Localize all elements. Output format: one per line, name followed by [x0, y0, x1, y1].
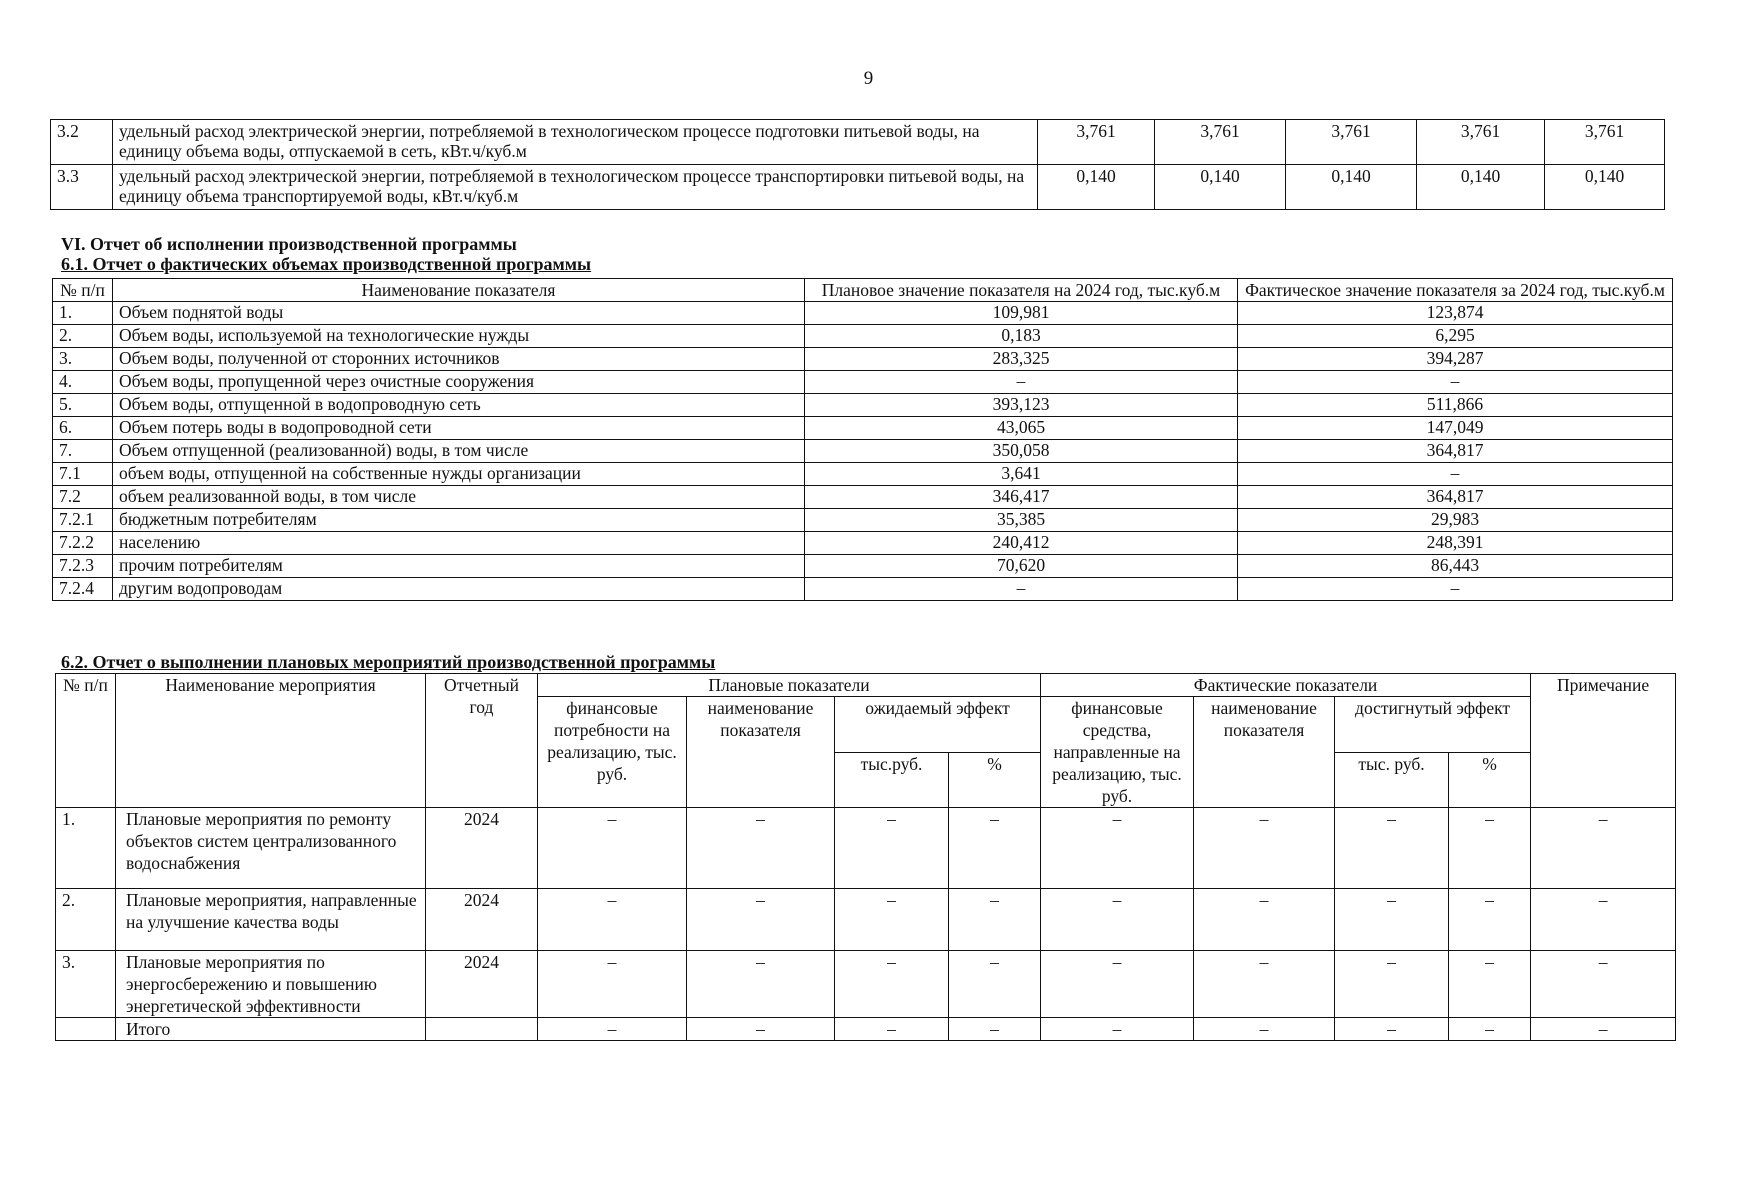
table-header-row — [56, 674, 1676, 697]
table-row — [51, 165, 1665, 210]
plan-finance-cell: – — [538, 889, 687, 951]
column-header-fact-finance: финансовые средства, направленные на реализацию, тыс. руб. — [1041, 697, 1194, 808]
plan-pct-cell: – — [949, 808, 1041, 889]
fact-value: 147,049 — [1238, 417, 1673, 440]
row-number: 2. — [56, 889, 116, 951]
value-cell: 0,140 — [1155, 165, 1286, 210]
energy-consumption-table — [50, 119, 1665, 210]
table-row — [53, 440, 1673, 463]
fact-indicator-cell: – — [1194, 951, 1335, 1018]
fact-finance-cell: – — [1041, 951, 1194, 1018]
table-row — [53, 578, 1673, 601]
indicator-name: прочим потребителям — [113, 555, 805, 578]
table-header-row — [53, 279, 1673, 302]
plan-value: 109,981 — [805, 302, 1238, 325]
row-number: 7.2 — [53, 486, 113, 509]
indicator-name: другим водопроводам — [113, 578, 805, 601]
subsection-title-6-2: 6.2. Отчет о выполнении плановых мероприятий производственной программы — [61, 652, 716, 672]
indicator-name: Объем поднятой воды — [113, 302, 805, 325]
fact-rub-cell: – — [1335, 808, 1449, 889]
plan-value: 3,641 — [805, 463, 1238, 486]
indicator-name: Объем воды, полученной от сторонних источников — [113, 348, 805, 371]
table-row — [53, 371, 1673, 394]
measure-name: Плановые мероприятия по энергосбережению и повышению энергетической эффективности — [116, 951, 426, 1018]
note-cell: – — [1531, 808, 1676, 889]
note-cell: – — [1531, 889, 1676, 951]
table-row — [53, 417, 1673, 440]
value-cell: 0,140 — [1286, 165, 1417, 210]
table-row — [56, 889, 1676, 951]
indicator-name: удельный расход электрической энергии, потребляемой в технологическом процессе транспортировки питьевой воды, на единицу объема транспортируемой воды, кВт.ч/куб.м — [113, 165, 1038, 210]
column-header-measure: Наименование мероприятия — [116, 674, 426, 808]
table-row — [53, 394, 1673, 417]
row-number: 7.2.3 — [53, 555, 113, 578]
page-number: 9 — [863, 68, 874, 89]
plan-indicator-cell: – — [687, 889, 835, 951]
value-cell: 0,140 — [1038, 165, 1155, 210]
indicator-name: Объем потерь воды в водопроводной сети — [113, 417, 805, 440]
column-header-plan-pct: % — [949, 752, 1041, 808]
fact-value: 123,874 — [1238, 302, 1673, 325]
plan-rub-cell: – — [835, 808, 949, 889]
plan-finance-cell: – — [538, 1018, 687, 1041]
fact-finance-cell: – — [1041, 808, 1194, 889]
plan-pct-cell: – — [949, 1018, 1041, 1041]
table-row — [53, 555, 1673, 578]
plan-value: 240,412 — [805, 532, 1238, 555]
plan-value: 70,620 — [805, 555, 1238, 578]
value-cell: 3,761 — [1545, 120, 1665, 165]
column-header-fact-indicator: наименование показателя — [1194, 697, 1335, 808]
fact-finance-cell: – — [1041, 889, 1194, 951]
row-number: 7.2.2 — [53, 532, 113, 555]
table-row — [53, 486, 1673, 509]
plan-indicator-cell: – — [687, 951, 835, 1018]
column-header-fact-effect: достигнутый эффект — [1335, 697, 1531, 753]
fact-value: – — [1238, 463, 1673, 486]
fact-indicator-cell: – — [1194, 1018, 1335, 1041]
fact-rub-cell: – — [1335, 889, 1449, 951]
report-year: 2024 — [426, 951, 538, 1018]
measure-name: Плановые мероприятия по ремонту объектов систем централизованного водоснабжения — [116, 808, 426, 889]
column-header-fact-pct: % — [1449, 752, 1531, 808]
row-number: 3.2 — [51, 120, 113, 165]
plan-value: – — [805, 578, 1238, 601]
value-cell: 3,761 — [1286, 120, 1417, 165]
row-number — [56, 1018, 116, 1041]
plan-value: 35,385 — [805, 509, 1238, 532]
table-row — [53, 509, 1673, 532]
table-row — [53, 302, 1673, 325]
indicator-name: Объем воды, пропущенной через очистные сооружения — [113, 371, 805, 394]
fact-pct-cell: – — [1449, 808, 1531, 889]
table-row — [51, 120, 1665, 165]
value-cell: 3,761 — [1417, 120, 1545, 165]
planned-measures-table — [55, 673, 1676, 1041]
plan-value: 43,065 — [805, 417, 1238, 440]
fact-rub-cell: – — [1335, 1018, 1449, 1041]
fact-finance-cell: – — [1041, 1018, 1194, 1041]
column-header-number: № п/п — [56, 674, 116, 808]
plan-value: – — [805, 371, 1238, 394]
indicator-name: Объем отпущенной (реализованной) воды, в том числе — [113, 440, 805, 463]
row-number: 7.2.4 — [53, 578, 113, 601]
report-year: 2024 — [426, 808, 538, 889]
indicator-name: удельный расход электрической энергии, потребляемой в технологическом процессе подготовки питьевой воды, на единицу объема воды, отпускаемой в сеть, кВт.ч/куб.м — [113, 120, 1038, 165]
plan-rub-cell: – — [835, 951, 949, 1018]
row-number: 7.1 — [53, 463, 113, 486]
plan-value: 350,058 — [805, 440, 1238, 463]
column-header-name: Наименование показателя — [113, 279, 805, 302]
fact-value: 6,295 — [1238, 325, 1673, 348]
table-row — [53, 463, 1673, 486]
table-row — [53, 348, 1673, 371]
plan-indicator-cell: – — [687, 808, 835, 889]
report-year: 2024 — [426, 889, 538, 951]
fact-value: 364,817 — [1238, 486, 1673, 509]
row-number: 2. — [53, 325, 113, 348]
note-cell: – — [1531, 951, 1676, 1018]
row-number: 3. — [53, 348, 113, 371]
column-header-note: Примечание — [1531, 674, 1676, 808]
fact-pct-cell: – — [1449, 951, 1531, 1018]
indicator-name: объем реализованной воды, в том числе — [113, 486, 805, 509]
table-row — [53, 325, 1673, 348]
measure-name: Итого — [116, 1018, 426, 1041]
report-year — [426, 1018, 538, 1041]
indicator-name: Объем воды, используемой на технологические нужды — [113, 325, 805, 348]
row-number: 7.2.1 — [53, 509, 113, 532]
plan-value: 0,183 — [805, 325, 1238, 348]
column-header-number: № п/п — [53, 279, 113, 302]
section-title: VI. Отчет об исполнении производственной программы — [61, 234, 517, 254]
indicator-name: Объем воды, отпущенной в водопроводную сеть — [113, 394, 805, 417]
column-header-plan-indicator: наименование показателя — [687, 697, 835, 808]
row-number: 7. — [53, 440, 113, 463]
fact-value: 29,983 — [1238, 509, 1673, 532]
column-header-plan-effect: ожидаемый эффект — [835, 697, 1041, 753]
plan-value: 346,417 — [805, 486, 1238, 509]
plan-pct-cell: – — [949, 951, 1041, 1018]
fact-value: 364,817 — [1238, 440, 1673, 463]
fact-value: 394,287 — [1238, 348, 1673, 371]
column-header-year: Отчетный год — [426, 674, 538, 808]
fact-value: – — [1238, 578, 1673, 601]
production-volumes-table — [52, 278, 1673, 601]
row-number: 3.3 — [51, 165, 113, 210]
plan-finance-cell: – — [538, 951, 687, 1018]
value-cell: 0,140 — [1417, 165, 1545, 210]
row-number: 6. — [53, 417, 113, 440]
fact-pct-cell: – — [1449, 1018, 1531, 1041]
fact-value: 248,391 — [1238, 532, 1673, 555]
table-row — [53, 532, 1673, 555]
indicator-name: населению — [113, 532, 805, 555]
column-group-fact: Фактические показатели — [1041, 674, 1531, 697]
column-header-fact: Фактическое значение показателя за 2024 год, тыс.куб.м — [1238, 279, 1673, 302]
plan-rub-cell: – — [835, 1018, 949, 1041]
row-number: 4. — [53, 371, 113, 394]
row-number: 1. — [53, 302, 113, 325]
note-cell: – — [1531, 1018, 1676, 1041]
fact-value: 86,443 — [1238, 555, 1673, 578]
plan-finance-cell: – — [538, 808, 687, 889]
fact-indicator-cell: – — [1194, 889, 1335, 951]
row-number: 3. — [56, 951, 116, 1018]
column-header-plan-rub: тыс.руб. — [835, 752, 949, 808]
value-cell: 3,761 — [1038, 120, 1155, 165]
column-header-plan: Плановое значение показателя на 2024 год, тыс.куб.м — [805, 279, 1238, 302]
value-cell: 3,761 — [1155, 120, 1286, 165]
row-number: 1. — [56, 808, 116, 889]
fact-value: – — [1238, 371, 1673, 394]
row-number: 5. — [53, 394, 113, 417]
plan-indicator-cell: – — [687, 1018, 835, 1041]
plan-rub-cell: – — [835, 889, 949, 951]
plan-value: 283,325 — [805, 348, 1238, 371]
fact-rub-cell: – — [1335, 951, 1449, 1018]
measure-name: Плановые мероприятия, направленные на улучшение качества воды — [116, 889, 426, 951]
plan-value: 393,123 — [805, 394, 1238, 417]
plan-pct-cell: – — [949, 889, 1041, 951]
fact-pct-cell: – — [1449, 889, 1531, 951]
column-header-fact-rub: тыс. руб. — [1335, 752, 1449, 808]
indicator-name: бюджетным потребителям — [113, 509, 805, 532]
table-row — [56, 951, 1676, 1018]
subsection-title-6-1: 6.1. Отчет о фактических объемах производственной программы — [61, 254, 592, 274]
indicator-name: объем воды, отпущенной на собственные нужды организации — [113, 463, 805, 486]
column-group-plan: Плановые показатели — [538, 674, 1041, 697]
table-row — [56, 1018, 1676, 1041]
fact-indicator-cell: – — [1194, 808, 1335, 889]
fact-value: 511,866 — [1238, 394, 1673, 417]
value-cell: 0,140 — [1545, 165, 1665, 210]
column-header-plan-finance: финансовые потребности на реализацию, тыс. руб. — [538, 697, 687, 808]
table-row — [56, 808, 1676, 889]
